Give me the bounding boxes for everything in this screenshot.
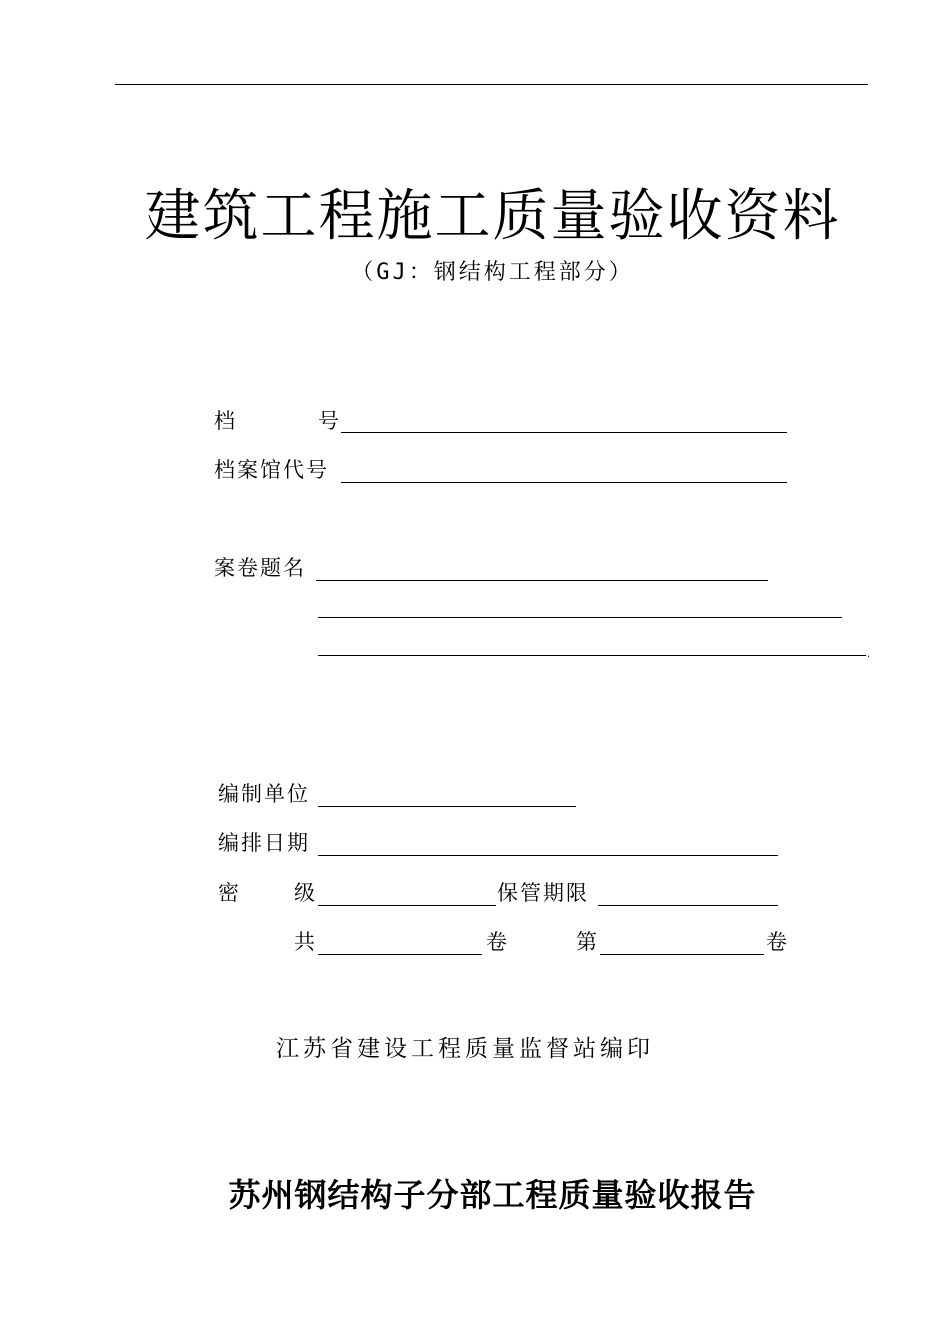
document-subtitle: （GJ：钢结构工程部分） <box>351 260 634 285</box>
volume-index-label-a: 第 <box>576 930 599 954</box>
secrecy-label-b: 级 <box>294 881 317 905</box>
volume-title-field-2[interactable] <box>318 617 842 618</box>
report-title: 苏州钢结构子分部工程质量验收报告 <box>228 1176 757 1214</box>
total-volumes-label-b: 卷 <box>486 930 509 954</box>
compiler-field[interactable] <box>318 806 576 807</box>
volume-index-field[interactable] <box>600 954 764 955</box>
archive-code-label: 档案馆代号 <box>214 458 329 482</box>
volume-title-label: 案卷题名 <box>214 556 306 580</box>
archive-number-label-b: 号 <box>318 409 341 433</box>
compile-date-label: 编排日期 <box>218 831 310 855</box>
total-volumes-label-a: 共 <box>294 930 317 954</box>
top-rule <box>115 84 868 85</box>
document-title: 建筑工程施工质量验收资料 <box>144 184 841 249</box>
secrecy-label-a: 密 <box>218 881 241 905</box>
archive-number-label-a: 档 <box>214 409 237 433</box>
volume-title-field-1[interactable] <box>316 580 768 581</box>
compile-date-field[interactable] <box>318 855 778 856</box>
line-end-dot: . <box>867 649 871 660</box>
retention-label: 保管期限 <box>497 881 589 905</box>
archive-code-field[interactable] <box>341 482 787 483</box>
retention-field[interactable] <box>598 905 778 906</box>
secrecy-field[interactable] <box>318 905 496 906</box>
volume-index-label-b: 卷 <box>766 930 789 954</box>
archive-number-field[interactable] <box>341 432 787 433</box>
compiler-label: 编制单位 <box>218 782 310 806</box>
volume-title-field-3[interactable] <box>318 655 866 656</box>
total-volumes-field[interactable] <box>318 954 482 955</box>
publisher-org: 江苏省建设工程质量监督站编印 <box>276 1036 654 1062</box>
